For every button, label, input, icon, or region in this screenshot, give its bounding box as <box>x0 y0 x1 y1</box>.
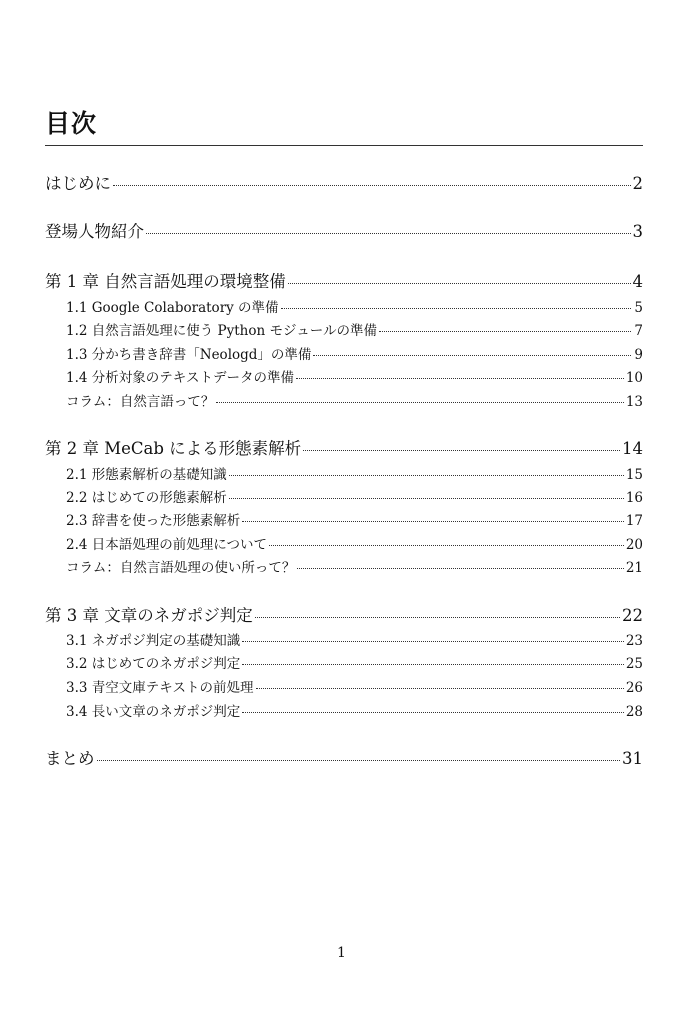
dot-leader <box>229 498 624 499</box>
toc-entry[interactable] <box>66 319 643 339</box>
dot-leader <box>242 712 624 713</box>
toc-entry-page: 25 <box>625 656 643 672</box>
toc-entry-page: 7 <box>634 323 643 339</box>
dot-leader <box>296 378 624 379</box>
toc-entry-page: 4 <box>632 272 643 291</box>
toc-entry-page: 2 <box>632 174 643 193</box>
toc-entry-page: 26 <box>625 680 643 696</box>
toc-entry[interactable] <box>66 556 643 576</box>
toc-entry[interactable] <box>45 435 643 459</box>
page-title: 目次 <box>45 109 98 138</box>
toc-entry-page: 13 <box>625 394 643 410</box>
toc-entry-label: 1.1 Google Colaboratory の準備 <box>66 300 279 316</box>
dot-leader <box>256 688 624 689</box>
toc-entry-page: 28 <box>625 704 643 720</box>
toc-entry-page: 31 <box>622 749 643 768</box>
toc-entry-label: 登場人物紹介 <box>45 222 144 241</box>
toc-entry-label: 3.3 青空文庫テキストの前処理 <box>66 680 254 696</box>
dot-leader <box>113 185 631 186</box>
toc-entry-page: 20 <box>625 537 643 553</box>
toc-entry-label: まとめ <box>45 749 95 768</box>
toc-entry-label: 2.4 日本語処理の前処理について <box>66 537 267 553</box>
toc-entry[interactable] <box>66 676 643 696</box>
toc-entry[interactable] <box>66 296 643 316</box>
dot-leader <box>229 475 624 476</box>
toc-entry-page: 3 <box>632 222 643 241</box>
toc-entry-page: 22 <box>622 606 643 625</box>
toc-entry[interactable] <box>66 390 643 410</box>
dot-leader <box>313 355 631 356</box>
dot-leader <box>255 617 620 618</box>
dot-leader <box>242 641 624 642</box>
toc-entry-page: 5 <box>634 300 643 316</box>
toc-entry-label: 第 1 章 自然言語処理の環境整備 <box>45 272 286 291</box>
dot-leader <box>303 450 620 451</box>
toc-entry[interactable] <box>66 652 643 672</box>
toc-entry-page: 9 <box>634 347 643 363</box>
toc-entry[interactable] <box>45 602 643 626</box>
toc-entry-page: 10 <box>625 370 643 386</box>
dot-leader <box>379 331 631 332</box>
toc-entry-label: 第 3 章 文章のネガポジ判定 <box>45 606 253 625</box>
toc-entry-label: 1.4 分析対象のテキストデータの準備 <box>66 370 294 386</box>
toc-entry[interactable] <box>45 745 643 769</box>
dot-leader <box>146 233 631 234</box>
toc-entry-page: 17 <box>625 513 643 529</box>
toc-entry-label: 1.2 自然言語処理に使う Python モジュールの準備 <box>66 323 377 339</box>
toc-entry-label: コラム：自然言語処理の使い所って？ <box>66 560 296 576</box>
toc-entry-label: 2.1 形態素解析の基礎知識 <box>66 467 227 483</box>
page-number: 1 <box>337 945 346 961</box>
toc-entry[interactable] <box>45 170 643 194</box>
toc-entry[interactable] <box>66 486 643 506</box>
dot-leader <box>281 308 631 309</box>
toc-entry-label: 3.2 はじめてのネガポジ判定 <box>66 656 241 672</box>
toc-entry-page: 15 <box>625 467 643 483</box>
title-rule <box>45 145 643 146</box>
dot-leader <box>242 664 624 665</box>
toc-entry-page: 14 <box>622 439 643 458</box>
toc-entry[interactable] <box>66 509 643 529</box>
dot-leader <box>242 521 624 522</box>
dot-leader <box>297 568 623 569</box>
toc-entry-label: 2.2 はじめての形態素解析 <box>66 490 227 506</box>
toc-entry-label: はじめに <box>45 174 111 193</box>
toc-entry[interactable] <box>66 343 643 363</box>
toc-entry[interactable] <box>66 463 643 483</box>
toc-entry-page: 23 <box>625 633 643 649</box>
toc-entry-label: 第 2 章 MeCab による形態素解析 <box>45 439 302 458</box>
toc-entry-label: 1.3 分かち書き辞書「Neologd」の準備 <box>66 347 312 363</box>
toc-entry[interactable] <box>45 218 643 242</box>
dot-leader <box>216 402 623 403</box>
toc-entry[interactable] <box>45 268 643 292</box>
toc-entry[interactable] <box>66 533 643 553</box>
dot-leader <box>97 760 621 761</box>
dot-leader <box>269 545 624 546</box>
toc-entry-page: 16 <box>625 490 643 506</box>
toc-entry-label: 3.4 長い文章のネガポジ判定 <box>66 704 241 720</box>
toc-entry-label: コラム：自然言語って？ <box>66 394 215 410</box>
toc-entry-label: 3.1 ネガポジ判定の基礎知識 <box>66 633 241 649</box>
dot-leader <box>288 283 631 284</box>
toc-entry[interactable] <box>66 366 643 386</box>
toc-entry-page: 21 <box>625 560 643 576</box>
toc-entry[interactable] <box>66 629 643 649</box>
toc-entry[interactable] <box>66 700 643 720</box>
toc-entry-label: 2.3 辞書を使った形態素解析 <box>66 513 241 529</box>
